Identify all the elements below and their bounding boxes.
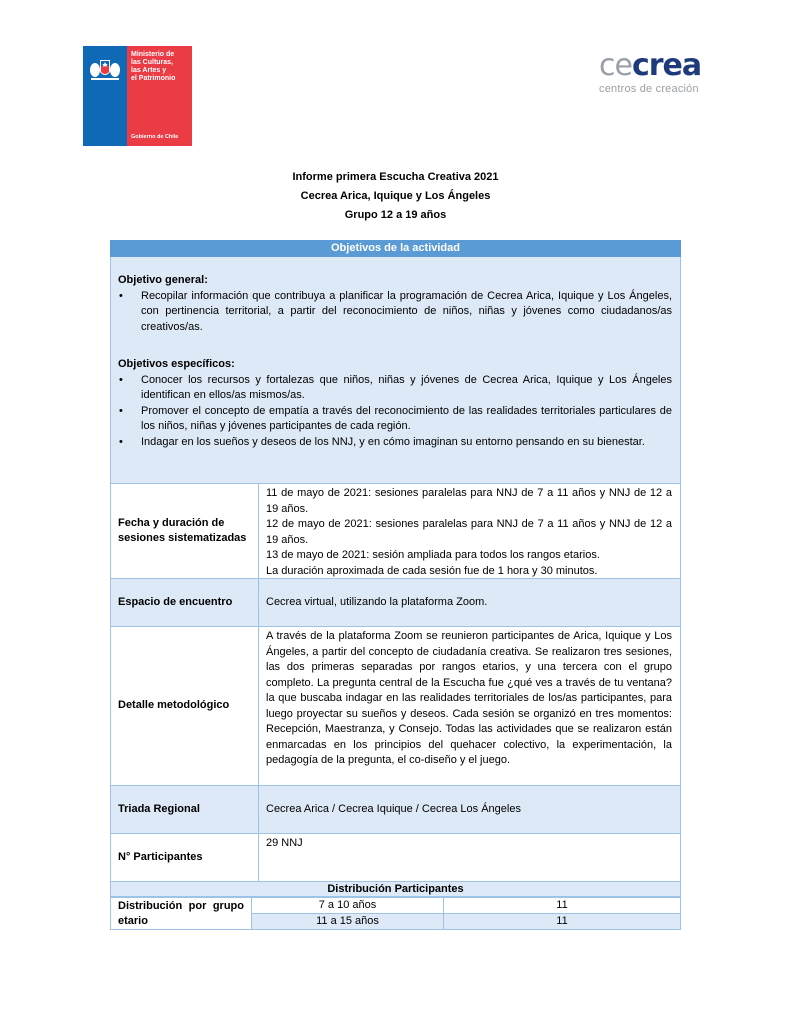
participantes-label: N° Participantes [111, 834, 259, 881]
ministry-logo [83, 46, 192, 146]
fecha-value [259, 484, 680, 578]
distribution-count-cell: 11 [443, 913, 681, 930]
objectives-section [110, 257, 681, 483]
distribution-range-cell: 7 a 10 años [251, 897, 444, 914]
ministry-line-3: las Artes y [131, 67, 167, 74]
ministry-line-4: el Patrimonio [131, 75, 176, 82]
title-line-1: Informe primera Escucha Creativa 2021 [292, 171, 499, 183]
gobierno-de-chile-label: Gobierno de Chile [131, 134, 179, 140]
cecrea-wordmark [599, 48, 702, 83]
ministry-line-2: las Culturas, [131, 59, 174, 66]
specific-objective-item: • Conocer los recursos y fortalezas que niños, niñas y jóvenes de Cecrea Arica, Iquique y Los Ángeles identifican en ellos/as mismos/as. [118, 373, 672, 404]
participantes-value: 29 NNJ [266, 837, 303, 849]
row-fecha [110, 483, 681, 579]
detalle-label: Detalle metodológico [111, 627, 259, 785]
ministry-line-1: Ministerio de [131, 51, 175, 58]
detalle-value: A través de la plataforma Zoom se reunieron participantes de Arica, Iquique y Los Ángeles, a partir del concepto de ciudadanía creativa. Se realizaron tres sesiones, las dos primeras separadas por rangos etarios, y una tercera con el grupo completo. La pregunta central de la Escucha fue ¿qué ves a través de tu ventana? la que buscaba indagar en las realidades territoriales de los/as participantes, para luego proyectar su sueños y deseos. Cada sesión se organizó en tres momentos: Recepción, Maestranza, y Consejo. Todas las actividades que se realizaron están enmarcadas en los principios del quehacer colectivo, la experimentación, la pedagogía de la pregunta, el co-diseño y el juego. [266, 630, 672, 766]
title-line-2: Cecrea Arica, Iquique y Los Ángeles [300, 190, 491, 202]
espacio-value: Cecrea virtual, utilizando la plataforma Zoom. [259, 579, 680, 626]
row-participantes [110, 833, 681, 882]
title-line-3: Grupo 12 a 19 años [344, 209, 447, 221]
row-triada [110, 785, 681, 834]
fecha-line: 12 de mayo de 2021: sesiones paralelas para NNJ de 7 a 11 años y NNJ de 12 a 19 años. [266, 518, 672, 546]
ministry-name [131, 51, 191, 83]
distribution-count-cell: 11 [443, 897, 681, 914]
distribution-label: Distribución por grupo etario [110, 897, 252, 930]
row-detalle [110, 626, 681, 786]
row-espacio [110, 578, 681, 627]
distribution-range-cell: 11 a 15 años [251, 913, 444, 930]
cecrea-prefix: ce [599, 48, 632, 83]
specific-objective-item: • Indagar en los sueños y deseos de los NNJ, y en cómo imaginan su entorno pensando en su bienestar. [118, 435, 672, 451]
fecha-line: La duración aproximada de cada sesión fue de 1 hora y 30 minutos. [266, 564, 598, 577]
report-title [0, 168, 791, 225]
triada-value: Cecrea Arica / Cecrea Iquique / Cecrea Los Ángeles [259, 786, 680, 833]
fecha-line: 11 de mayo de 2021: sesiones paralelas para NNJ de 7 a 11 años y NNJ de 12 a 19 años. [266, 487, 672, 515]
general-objective-label: Objetivo general: [118, 274, 208, 286]
cecrea-tagline: centros de creación [599, 83, 699, 95]
fecha-label: Fecha y duración de sesiones sistematizadas [111, 484, 259, 578]
cecrea-logo [599, 48, 702, 100]
coat-of-arms-icon [88, 56, 122, 82]
espacio-label: Espacio de encuentro [111, 579, 259, 626]
objectives-heading: Objetivos de la actividad [110, 240, 681, 257]
specific-objectives-label: Objetivos específicos: [118, 358, 235, 370]
distribution-heading: Distribución Participantes [110, 881, 681, 897]
fecha-line: 13 de mayo de 2021: sesión ampliada para todos los rangos etarios. [266, 549, 600, 561]
specific-objective-item: • Promover el concepto de empatía a través del reconocimiento de las realidades territoriales particulares de los niños, niñas y jóvenes participantes de cada región. [118, 404, 672, 435]
general-objective-item: • Recopilar información que contribuya a planificar la programación de Cecrea Arica, Iquique y Los Ángeles, con pertinencia territorial, a partir del reconocimiento de niños, niñas y jóvenes como ciudadanos/as creativos/as. [118, 289, 672, 336]
triada-label: Triada Regional [111, 786, 259, 833]
cecrea-suffix: crea [631, 48, 702, 83]
